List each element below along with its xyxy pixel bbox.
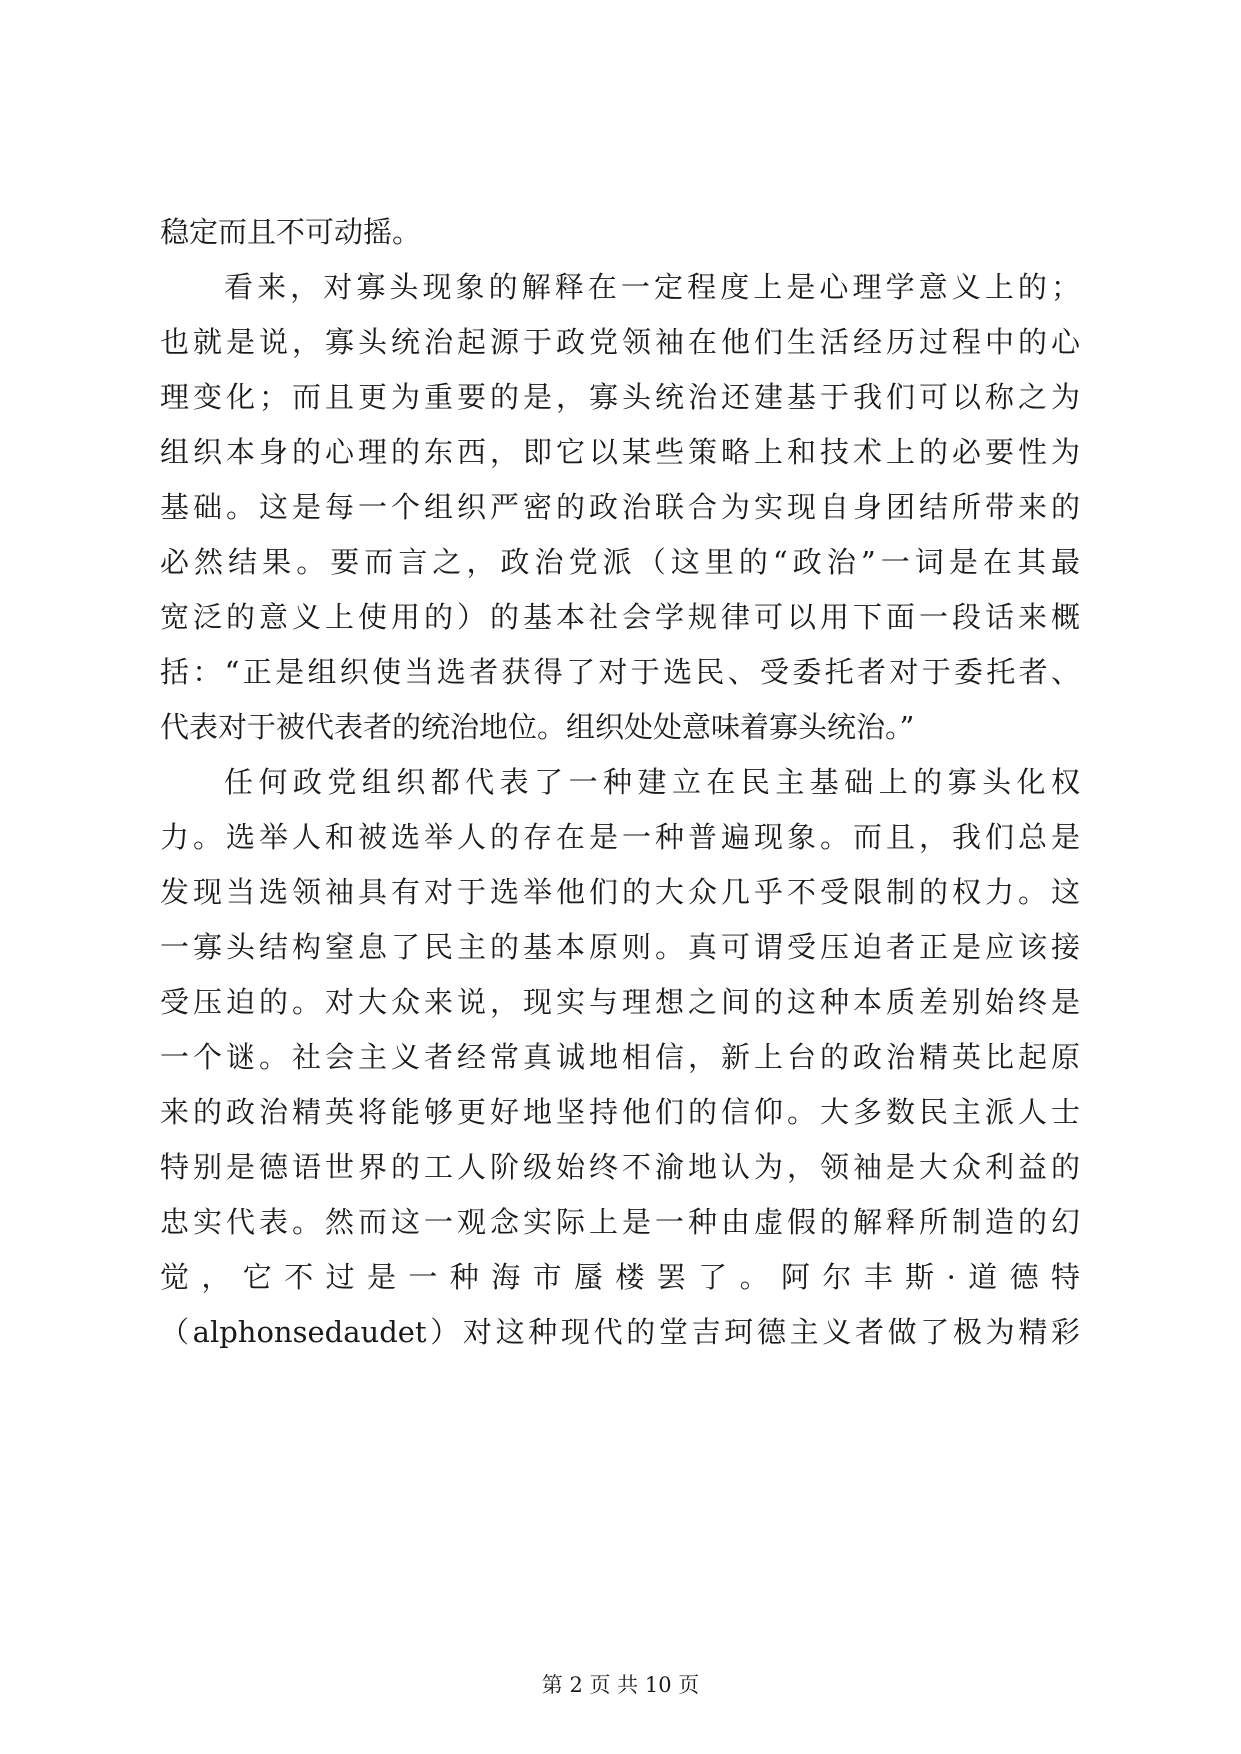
text-line: 基础。这是每一个组织严密的政治联合为实现自身团结所带来的 [160, 490, 1080, 524]
text-line: 忠实代表。然而这一观念实际上是一种由虚假的解释所制造的幻 [160, 1205, 1080, 1239]
text-line: 受压迫的。对大众来说，现实与理想之间的这种本质差别始终是 [160, 985, 1080, 1019]
page-number-footer: 第 2 页 共 10 页 [541, 1673, 700, 1697]
text-line: 发现当选领袖具有对于选举他们的大众几乎不受限制的权力。这 [160, 875, 1080, 909]
text-line: 特别是德语世界的工人阶级始终不渝地认为，领袖是大众利益的 [160, 1150, 1080, 1184]
text-line: 来的政治精英将能够更好地坚持他们的信仰。大多数民主派人士 [160, 1095, 1080, 1129]
text-line: 一个谜。社会主义者经常真诚地相信，新上台的政治精英比起原 [160, 1040, 1080, 1074]
text-line: 觉，它不过是一种海市蜃楼罢了。阿尔丰斯·道德特 [160, 1260, 1080, 1294]
text-line: 宽泛的意义上使用的）的基本社会学规律可以用下面一段话来概 [160, 600, 1080, 634]
text-line: 一寡头结构窒息了民主的基本原则。真可谓受压迫者正是应该接 [160, 930, 1080, 964]
text-line: 必然结果。要而言之，政治党派（这里的“政治”一词是在其最 [160, 545, 1080, 579]
text-line: 代表对于被代表者的统治地位。组织处处意味着寡头统治。” [160, 710, 915, 744]
text-line: 稳定而且不可动摇。 [160, 215, 422, 249]
paragraph-start-line: 看来，对寡头现象的解释在一定程度上是心理学意义上的； [224, 270, 1080, 304]
paragraph-start-line: 任何政党组织都代表了一种建立在民主基础上的寡头化权 [224, 765, 1080, 799]
text-line: 组织本身的心理的东西，即它以某些策略上和技术上的必要性为 [160, 435, 1080, 469]
text-line: 理变化；而且更为重要的是，寡头统治还建基于我们可以称之为 [160, 380, 1080, 414]
text-line: （alphonsedaudet）对这种现代的堂吉珂德主义者做了极为精彩 [160, 1315, 1080, 1349]
text-line: 也就是说，寡头统治起源于政党领袖在他们生活经历过程中的心 [160, 325, 1080, 359]
text-line: 括：“正是组织使当选者获得了对于选民、受委托者对于委托者、 [160, 655, 1080, 689]
text-line: 力。选举人和被选举人的存在是一种普遍现象。而且，我们总是 [160, 820, 1080, 854]
